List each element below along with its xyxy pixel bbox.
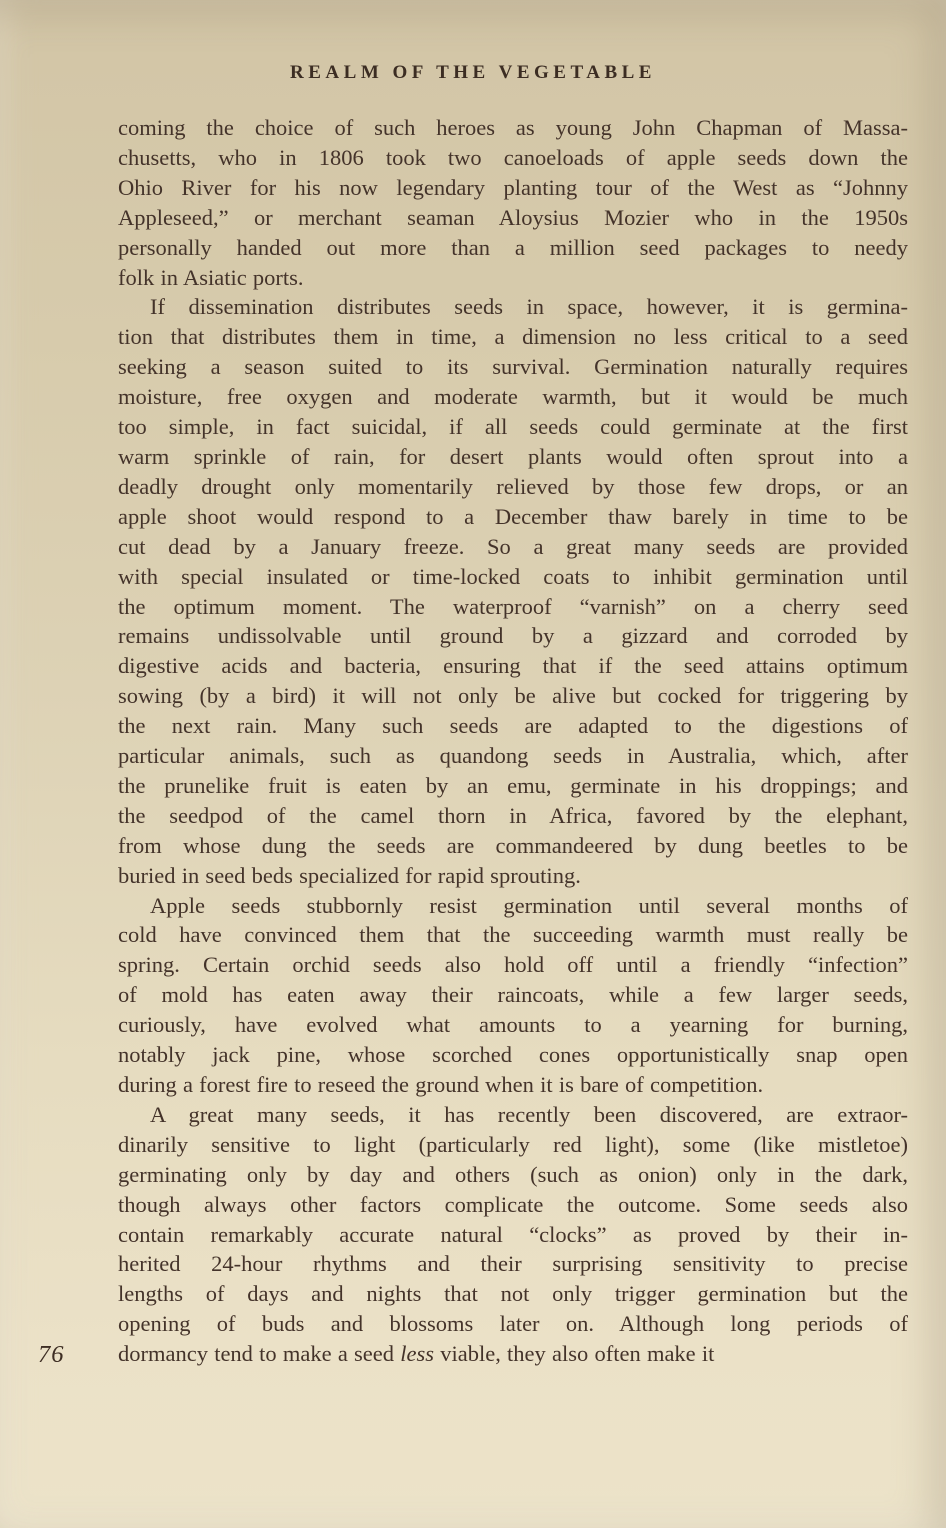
text-line: remains undissolvable until ground by a gizzard and corroded by	[118, 623, 908, 649]
text-line: deadly drought only momentarily relieved by those few drops, or an	[118, 473, 908, 499]
text-line: curiously, have evolved what amounts to a yearning for burning,	[118, 1012, 908, 1038]
page-number: 76	[38, 1341, 65, 1368]
text-line: buried in seed beds specialized for rapid sprouting.	[118, 862, 581, 888]
text-line: dinarily sensitive to light (particularly red light), some (like mistletoe)	[118, 1131, 908, 1157]
text-line: from whose dung the seeds are commandeered by dung beetles to be	[118, 832, 908, 858]
text-line: personally handed out more than a million seed packages to needy	[118, 234, 908, 260]
text-line: Ohio River for his now legendary planting tour of the West as “Johnny	[118, 174, 908, 200]
text-line: A great many seeds, it has recently been discovered, are extraor-	[150, 1101, 908, 1127]
paragraph	[118, 891, 908, 1100]
text-line: digestive acids and bacteria, ensuring that if the seed attains optimum	[118, 653, 908, 679]
text-line: seeking a season suited to its survival. Germination naturally requires	[118, 354, 908, 380]
text-line: lengths of days and nights that not only trigger germination but the	[118, 1281, 908, 1307]
text-line: the prunelike fruit is eaten by an emu, germinate in his droppings; and	[118, 772, 908, 798]
text-line: dormancy tend to make a seed less viable, they also often make it	[118, 1341, 715, 1367]
text-line: the optimum moment. The waterproof “varnish” on a cherry seed	[118, 593, 908, 619]
text-line: sowing (by a bird) it will not only be alive but cocked for triggering by	[118, 683, 908, 709]
paragraph	[118, 1100, 908, 1369]
text-line: spring. Certain orchid seeds also hold off until a friendly “infection”	[118, 952, 908, 978]
text-line: herited 24-hour rhythms and their surprising sensitivity to precise	[118, 1251, 908, 1277]
text-line: germinating only by day and others (such as onion) only in the dark,	[118, 1161, 908, 1187]
text-line: the next rain. Many such seeds are adapted to the digestions of	[118, 713, 908, 739]
text-line: moisture, free oxygen and moderate warmth, but it would be much	[118, 384, 908, 410]
text-line: though always other factors complicate the outcome. Some seeds also	[118, 1191, 908, 1217]
text-line: tion that distributes them in time, a dimension no less critical to a seed	[118, 324, 908, 350]
text-line: Appleseed,” or merchant seaman Aloysius Mozier who in the 1950s	[118, 204, 908, 230]
text-line: too simple, in fact suicidal, if all seeds could germinate at the first	[118, 414, 908, 440]
text-line: coming the choice of such heroes as young John Chapman of Massa-	[118, 115, 908, 140]
text-line: notably jack pine, whose scorched cones opportunistically snap open	[118, 1042, 908, 1068]
text-line: If dissemination distributes seeds in space, however, it is germina-	[150, 294, 908, 320]
text-line: cold have convinced them that the succeeding warmth must really be	[118, 922, 908, 948]
text-line: the seedpod of the camel thorn in Africa, favored by the elephant,	[118, 802, 908, 828]
text-line: chusetts, who in 1806 took two canoeloads of apple seeds down the	[118, 144, 908, 170]
running-header: REALM OF THE VEGETABLE	[290, 62, 656, 83]
text-line: particular animals, such as quandong seeds in Australia, which, after	[118, 743, 908, 769]
text-line: Apple seeds stubbornly resist germination until several months of	[150, 892, 908, 918]
text-line: of mold has eaten away their raincoats, while a few larger seeds,	[118, 982, 908, 1008]
text-line: contain remarkably accurate natural “clocks” as proved by their in-	[118, 1221, 908, 1247]
text-line: apple shoot would respond to a December thaw barely in time to be	[118, 503, 908, 529]
paragraph	[118, 292, 908, 890]
text-line: opening of buds and blossoms later on. Although long periods of	[118, 1311, 908, 1337]
text-block	[118, 113, 908, 1369]
text-line: folk in Asiatic ports.	[118, 264, 304, 290]
text-line: during a forest fire to reseed the ground when it is bare of competition.	[118, 1072, 764, 1097]
paragraph	[118, 113, 908, 292]
text-line: with special insulated or time-locked coats to inhibit germination until	[118, 563, 908, 589]
text-line: cut dead by a January freeze. So a great many seeds are provided	[118, 533, 908, 559]
text-line: warm sprinkle of rain, for desert plants would often sprout into a	[118, 443, 908, 469]
